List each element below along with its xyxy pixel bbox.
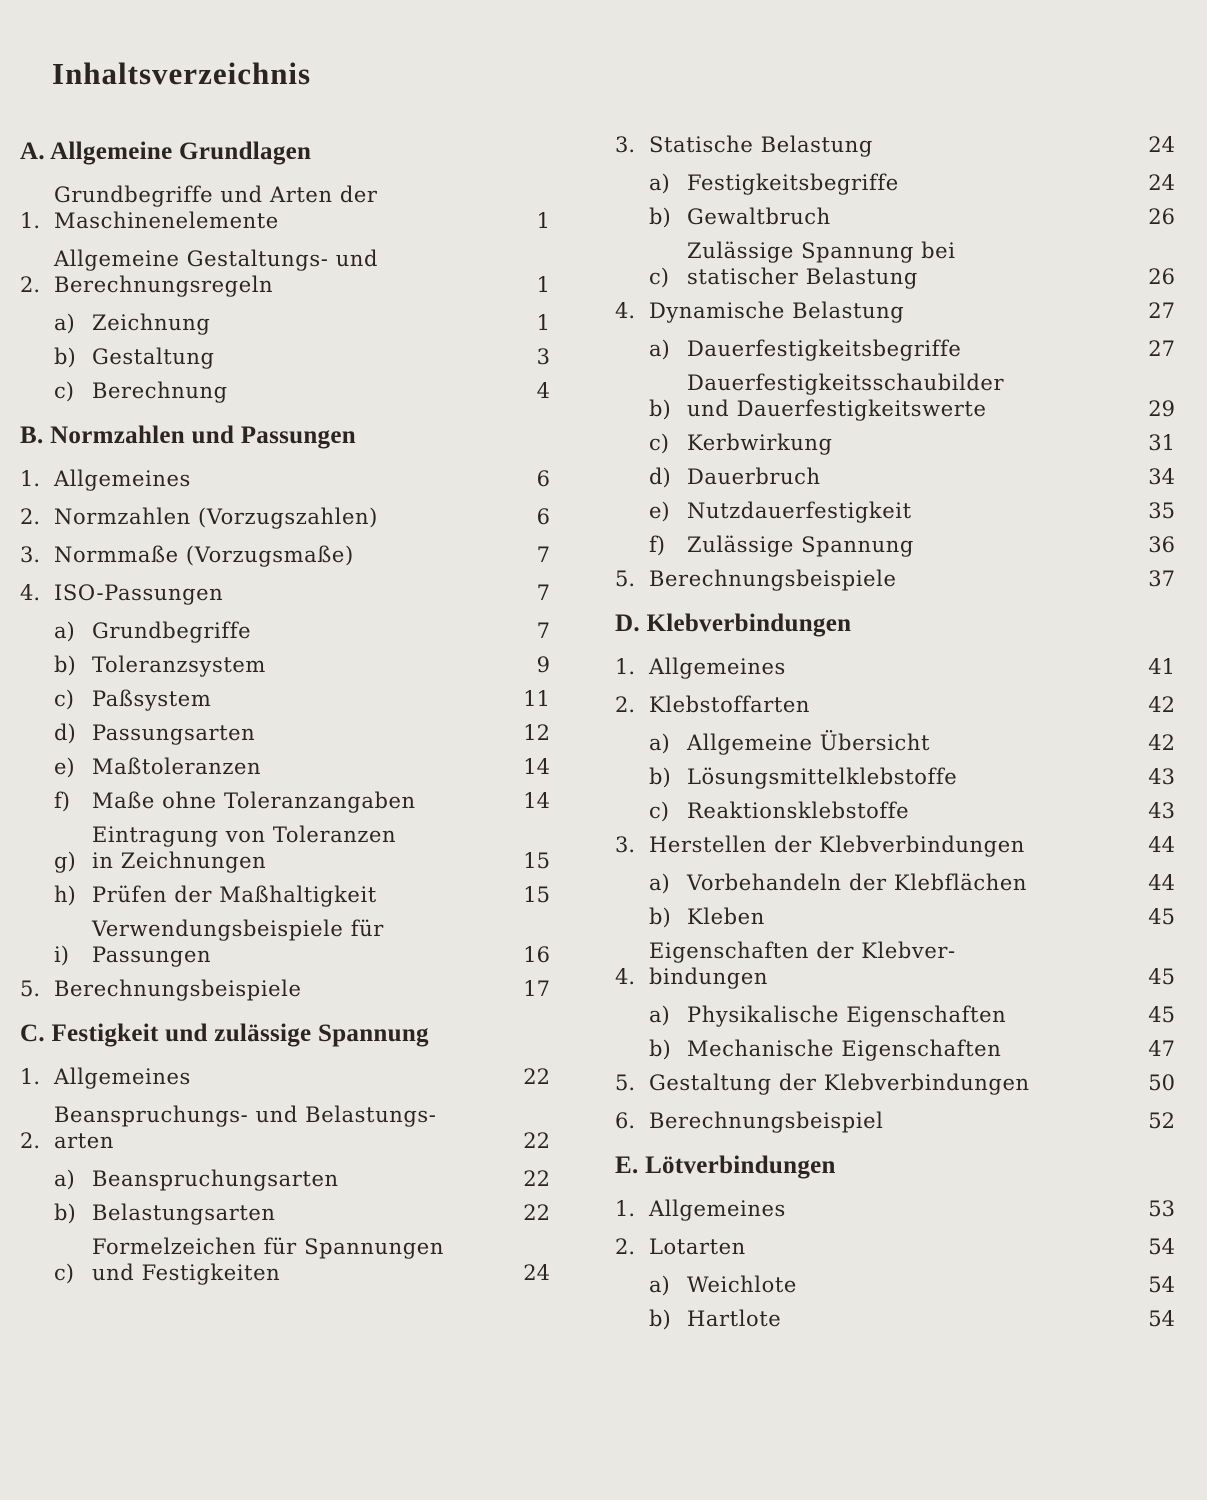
entry-title: Belastungsarten bbox=[92, 1201, 276, 1225]
entry-title: Nutzdauerfestigkeit bbox=[687, 499, 912, 523]
entry-title: Festigkeitsbegriffe bbox=[687, 171, 899, 195]
entry-page-number: 22 bbox=[523, 1065, 550, 1089]
entry-page-number: 9 bbox=[536, 653, 550, 677]
entry-title: Allgemeines bbox=[54, 1065, 191, 1089]
entry-title: Berechnung bbox=[92, 379, 228, 403]
entry-page-number: 36 bbox=[1148, 533, 1175, 557]
entry-page-number: 35 bbox=[1148, 499, 1175, 523]
entry-title: Dauerfestigkeitsschaubilder und Dauerfestigkeitswerte bbox=[687, 371, 1005, 421]
entry-page-number: 26 bbox=[1148, 265, 1175, 289]
entry-number: c) bbox=[649, 799, 669, 823]
entry-title: Maßtoleranzen bbox=[92, 755, 262, 779]
toc-entry bbox=[20, 1166, 550, 1192]
entry-number: c) bbox=[649, 265, 669, 289]
toc-entry bbox=[615, 798, 1175, 824]
entry-number: 2. bbox=[615, 693, 636, 717]
section-heading: C. Festigkeit und zulässige Spannung bbox=[20, 1020, 429, 1047]
entry-page-number: 27 bbox=[1148, 337, 1175, 361]
toc-entry bbox=[20, 344, 550, 370]
entry-number: h) bbox=[54, 883, 76, 907]
toc-entry bbox=[615, 204, 1175, 230]
toc-entry bbox=[615, 692, 1175, 718]
toc-entry bbox=[615, 730, 1175, 756]
entry-title: Herstellen der Klebverbindungen bbox=[649, 833, 1025, 857]
entry-page-number: 44 bbox=[1148, 833, 1175, 857]
entry-title: Physikalische Eigenschaften bbox=[687, 1003, 1007, 1027]
entry-title: Formelzeichen für Spannungen und Festigkeiten bbox=[92, 1235, 444, 1285]
entry-page-number: 14 bbox=[523, 789, 550, 813]
entry-number: b) bbox=[649, 1037, 671, 1061]
toc-section bbox=[615, 1152, 1175, 1332]
entry-page-number: 7 bbox=[536, 581, 550, 605]
entry-number: f) bbox=[649, 533, 665, 557]
entry-title: Grundbegriffe bbox=[92, 619, 252, 643]
toc-entry bbox=[615, 1234, 1175, 1260]
entry-title: Reaktionsklebstoffe bbox=[687, 799, 910, 823]
entry-number: b) bbox=[649, 905, 671, 929]
entry-page-number: 29 bbox=[1148, 397, 1175, 421]
page-title: Inhaltsverzeichnis bbox=[52, 56, 312, 91]
entry-title: Passungsarten bbox=[92, 721, 256, 745]
entry-title: Mechanische Eigenschaften bbox=[687, 1037, 1002, 1061]
entry-number: g) bbox=[54, 849, 76, 873]
toc-entry bbox=[20, 788, 550, 814]
entry-page-number: 44 bbox=[1148, 871, 1175, 895]
toc-entry bbox=[20, 882, 550, 908]
entry-number: a) bbox=[649, 337, 670, 361]
entry-page-number: 43 bbox=[1148, 765, 1175, 789]
entry-number: d) bbox=[54, 721, 76, 745]
entry-title: Grundbegriffe und Arten der Maschinenelemente bbox=[54, 183, 378, 233]
entry-page-number: 7 bbox=[536, 543, 550, 567]
toc-entry bbox=[20, 1064, 550, 1090]
entry-title: Allgemeine Übersicht bbox=[687, 731, 930, 755]
toc-entry bbox=[20, 1102, 550, 1154]
toc-entry bbox=[615, 298, 1175, 324]
toc-entry bbox=[20, 580, 550, 606]
entry-title: Berechnungsbeispiele bbox=[649, 567, 897, 591]
toc-entry bbox=[615, 532, 1175, 558]
entry-page-number: 15 bbox=[523, 849, 550, 873]
entry-number: a) bbox=[649, 731, 670, 755]
toc-entry bbox=[615, 1196, 1175, 1222]
entry-number: e) bbox=[54, 755, 75, 779]
entry-title: Maße ohne Toleranzangaben bbox=[92, 789, 416, 813]
entry-title: Vorbehandeln der Klebflächen bbox=[687, 871, 1028, 895]
entry-page-number: 42 bbox=[1148, 731, 1175, 755]
entry-number: 1. bbox=[615, 1197, 636, 1221]
entry-page-number: 7 bbox=[536, 619, 550, 643]
entry-title: Gestaltung bbox=[92, 345, 215, 369]
entry-page-number: 54 bbox=[1148, 1235, 1175, 1259]
toc-entry bbox=[20, 916, 550, 968]
entry-number: 5. bbox=[20, 977, 41, 1001]
section-heading: D. Klebverbindungen bbox=[615, 610, 852, 637]
entry-title: Allgemeine Gestaltungs- und Berechnungsregeln bbox=[54, 247, 378, 297]
entry-title: ISO-Passungen bbox=[54, 581, 224, 605]
entry-title: Eintragung von Toleranzen in Zeichnungen bbox=[92, 823, 397, 873]
entry-page-number: 52 bbox=[1148, 1109, 1175, 1133]
entry-number: 3. bbox=[615, 133, 636, 157]
toc-entry bbox=[20, 618, 550, 644]
entry-number: 6. bbox=[615, 1109, 636, 1133]
entry-title: Hartlote bbox=[687, 1307, 782, 1331]
entry-title: Normzahlen (Vorzugszahlen) bbox=[54, 505, 378, 529]
entry-title: Dauerbruch bbox=[687, 465, 821, 489]
entry-number: a) bbox=[649, 871, 670, 895]
toc-entry bbox=[615, 938, 1175, 990]
toc-entry bbox=[615, 498, 1175, 524]
entry-page-number: 1 bbox=[536, 311, 550, 335]
toc-entry bbox=[615, 1070, 1175, 1096]
toc-entry bbox=[615, 1002, 1175, 1028]
entry-title: Lotarten bbox=[649, 1235, 746, 1259]
entry-number: 1. bbox=[615, 655, 636, 679]
entry-number: 1. bbox=[20, 1065, 41, 1089]
toc-entry bbox=[615, 430, 1175, 456]
toc-entry bbox=[615, 1306, 1175, 1332]
entry-page-number: 26 bbox=[1148, 205, 1175, 229]
entry-title: Gewaltbruch bbox=[687, 205, 831, 229]
toc-entry bbox=[615, 870, 1175, 896]
toc-entry bbox=[615, 832, 1175, 858]
toc-entry bbox=[615, 464, 1175, 490]
entry-number: 5. bbox=[615, 1071, 636, 1095]
toc-entry bbox=[20, 976, 550, 1002]
entry-number: 1. bbox=[20, 209, 41, 233]
entry-page-number: 54 bbox=[1148, 1273, 1175, 1297]
toc-entry bbox=[615, 1036, 1175, 1062]
entry-number: b) bbox=[649, 1307, 671, 1331]
entry-number: 1. bbox=[20, 467, 41, 491]
entry-number: b) bbox=[649, 397, 671, 421]
entry-page-number: 53 bbox=[1148, 1197, 1175, 1221]
entry-page-number: 41 bbox=[1148, 655, 1175, 679]
entry-title: Prüfen der Maßhaltigkeit bbox=[92, 883, 377, 907]
toc-entry bbox=[615, 1272, 1175, 1298]
entry-title: Berechnungsbeispiele bbox=[54, 977, 302, 1001]
toc-entry bbox=[20, 720, 550, 746]
toc-entry bbox=[20, 466, 550, 492]
entry-title: Eigenschaften der Klebver- bindungen bbox=[649, 939, 956, 989]
entry-title: Allgemeines bbox=[649, 1197, 786, 1221]
section-heading: A. Allgemeine Grundlagen bbox=[20, 138, 312, 165]
section-heading: B. Normzahlen und Passungen bbox=[20, 422, 356, 449]
entry-title: Zulässige Spannung bbox=[687, 533, 914, 557]
toc-section bbox=[20, 1020, 550, 1286]
section-heading: E. Lötverbindungen bbox=[615, 1152, 836, 1179]
entry-title: Weichlote bbox=[687, 1273, 797, 1297]
toc-entry bbox=[615, 370, 1175, 422]
toc-entry bbox=[20, 652, 550, 678]
entry-title: Beanspruchungsarten bbox=[92, 1167, 339, 1191]
entry-title: Normmaße (Vorzugsmaße) bbox=[54, 543, 354, 567]
entry-title: Berechnungsbeispiel bbox=[649, 1109, 884, 1133]
entry-number: b) bbox=[649, 765, 671, 789]
entry-page-number: 27 bbox=[1148, 299, 1175, 323]
entry-page-number: 6 bbox=[536, 467, 550, 491]
entry-page-number: 34 bbox=[1148, 465, 1175, 489]
entry-page-number: 22 bbox=[523, 1167, 550, 1191]
entry-title: Beanspruchungs- und Belastungs- arten bbox=[54, 1103, 437, 1153]
entry-page-number: 12 bbox=[523, 721, 550, 745]
toc-entry bbox=[615, 336, 1175, 362]
entry-title: Dauerfestigkeitsbegriffe bbox=[687, 337, 962, 361]
entry-title: Toleranzsystem bbox=[92, 653, 266, 677]
entry-number: c) bbox=[54, 379, 74, 403]
toc-entry bbox=[20, 378, 550, 404]
toc-section bbox=[615, 610, 1175, 1134]
entry-page-number: 6 bbox=[536, 505, 550, 529]
entry-number: 2. bbox=[20, 1129, 41, 1153]
entry-number: a) bbox=[54, 311, 75, 335]
entry-title: Zeichnung bbox=[92, 311, 211, 335]
toc-entry bbox=[615, 904, 1175, 930]
entry-title: Kleben bbox=[687, 905, 765, 929]
entry-page-number: 47 bbox=[1148, 1037, 1175, 1061]
entry-title: Allgemeines bbox=[54, 467, 191, 491]
toc-entry bbox=[20, 686, 550, 712]
entry-page-number: 22 bbox=[523, 1201, 550, 1225]
toc-section bbox=[20, 138, 550, 404]
toc-entry bbox=[20, 182, 550, 234]
entry-page-number: 3 bbox=[536, 345, 550, 369]
entry-page-number: 45 bbox=[1148, 965, 1175, 989]
entry-title: Lösungsmittelklebstoffe bbox=[687, 765, 958, 789]
entry-number: a) bbox=[649, 171, 670, 195]
entry-number: 2. bbox=[20, 273, 41, 297]
entry-number: a) bbox=[649, 1003, 670, 1027]
entry-number: 3. bbox=[20, 543, 41, 567]
entry-page-number: 37 bbox=[1148, 567, 1175, 591]
entry-page-number: 42 bbox=[1148, 693, 1175, 717]
toc-entry bbox=[20, 1200, 550, 1226]
entry-page-number: 1 bbox=[536, 273, 550, 297]
toc-entry bbox=[615, 238, 1175, 290]
left-column bbox=[20, 138, 550, 1304]
entry-number: f) bbox=[54, 789, 70, 813]
entry-page-number: 22 bbox=[523, 1129, 550, 1153]
entry-title: Allgemeines bbox=[649, 655, 786, 679]
entry-number: c) bbox=[649, 431, 669, 455]
entry-number: i) bbox=[54, 943, 69, 967]
entry-number: e) bbox=[649, 499, 670, 523]
entry-number: 5. bbox=[615, 567, 636, 591]
entry-number: 3. bbox=[615, 833, 636, 857]
toc-entry bbox=[615, 170, 1175, 196]
entry-number: 4. bbox=[20, 581, 41, 605]
entry-page-number: 45 bbox=[1148, 1003, 1175, 1027]
entry-page-number: 31 bbox=[1148, 431, 1175, 455]
toc-entry bbox=[20, 542, 550, 568]
entry-number: 2. bbox=[615, 1235, 636, 1259]
entry-page-number: 16 bbox=[523, 943, 550, 967]
entry-number: 4. bbox=[615, 965, 636, 989]
entry-title: Klebstoffarten bbox=[649, 693, 811, 717]
entry-number: a) bbox=[54, 619, 75, 643]
entry-title: Statische Belastung bbox=[649, 133, 873, 157]
entry-page-number: 24 bbox=[523, 1261, 550, 1285]
entry-number: a) bbox=[649, 1273, 670, 1297]
toc-entry bbox=[615, 1108, 1175, 1134]
entry-page-number: 45 bbox=[1148, 905, 1175, 929]
toc-entry bbox=[20, 1234, 550, 1286]
entry-number: b) bbox=[54, 1201, 76, 1225]
toc-entry bbox=[615, 566, 1175, 592]
entry-page-number: 24 bbox=[1148, 171, 1175, 195]
toc-section bbox=[615, 132, 1175, 592]
toc-entry bbox=[20, 310, 550, 336]
right-column bbox=[615, 132, 1175, 1350]
entry-title: Dynamische Belastung bbox=[649, 299, 905, 323]
entry-title: Gestaltung der Klebverbindungen bbox=[649, 1071, 1030, 1095]
entry-page-number: 1 bbox=[536, 209, 550, 233]
entry-title: Zulässige Spannung bei statischer Belastung bbox=[687, 239, 956, 289]
entry-number: b) bbox=[649, 205, 671, 229]
toc-section bbox=[20, 422, 550, 1002]
toc-entry bbox=[20, 504, 550, 530]
entry-title: Kerbwirkung bbox=[687, 431, 833, 455]
toc-entry bbox=[20, 754, 550, 780]
entry-page-number: 43 bbox=[1148, 799, 1175, 823]
entry-page-number: 54 bbox=[1148, 1307, 1175, 1331]
entry-page-number: 4 bbox=[536, 379, 550, 403]
toc-entry bbox=[615, 132, 1175, 158]
entry-number: d) bbox=[649, 465, 671, 489]
toc-entry bbox=[615, 654, 1175, 680]
toc-entry bbox=[20, 246, 550, 298]
entry-page-number: 17 bbox=[523, 977, 550, 1001]
entry-page-number: 24 bbox=[1148, 133, 1175, 157]
entry-page-number: 50 bbox=[1148, 1071, 1175, 1095]
entry-title: Verwendungsbeispiele für Passungen bbox=[92, 917, 384, 967]
entry-page-number: 15 bbox=[523, 883, 550, 907]
toc-entry bbox=[615, 764, 1175, 790]
entry-number: c) bbox=[54, 1261, 74, 1285]
toc-entry bbox=[20, 822, 550, 874]
entry-title: Paßsystem bbox=[92, 687, 212, 711]
entry-number: b) bbox=[54, 345, 76, 369]
entry-number: 4. bbox=[615, 299, 636, 323]
entry-page-number: 14 bbox=[523, 755, 550, 779]
entry-number: 2. bbox=[20, 505, 41, 529]
entry-number: a) bbox=[54, 1167, 75, 1191]
entry-number: c) bbox=[54, 687, 74, 711]
entry-page-number: 11 bbox=[523, 687, 550, 711]
entry-number: b) bbox=[54, 653, 76, 677]
